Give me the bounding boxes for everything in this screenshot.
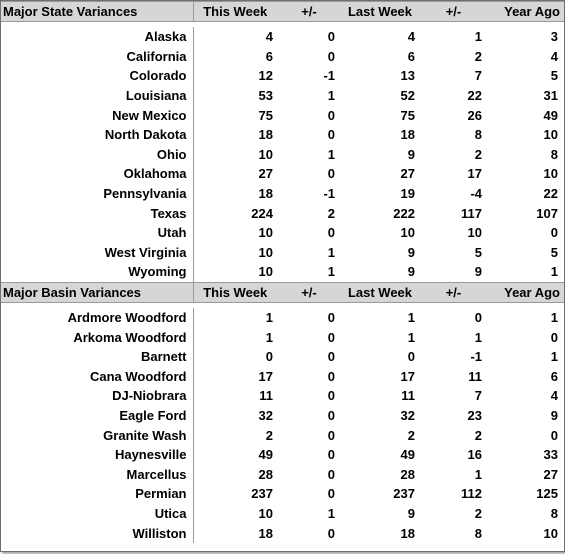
state-cell-change-week: 0 <box>327 127 335 143</box>
state-cell-year-ago: 10 <box>543 127 558 143</box>
state-cell-last-week: 4 <box>407 29 415 45</box>
state-cell-change-week: 0 <box>327 225 335 241</box>
state-cell-last-week: 6 <box>407 48 415 64</box>
basin-cell-change-week: 0 <box>327 447 335 463</box>
state-cell-change-week: 0 <box>327 48 335 64</box>
basin-row <box>1 484 564 504</box>
state-cell-year-ago: 5 <box>550 68 558 84</box>
state-cell-change-week: -1 <box>323 68 335 84</box>
basin-cell-name: Marcellus <box>126 466 187 482</box>
state-cell-change-year: 117 <box>461 205 482 221</box>
state-cell-year-ago: 8 <box>550 146 558 162</box>
state-cell-year-ago: 4 <box>550 48 558 64</box>
basin-cell-year-ago: 1 <box>550 349 558 365</box>
state-cell-year-ago: 5 <box>550 244 558 260</box>
basin-row <box>1 464 564 484</box>
state-cell-name: Louisiana <box>125 88 187 104</box>
basin-cell-year-ago: 27 <box>543 466 558 482</box>
state-cell-last-week: 10 <box>400 225 415 241</box>
basin-row <box>1 386 564 406</box>
state-cell-name: Wyoming <box>128 264 187 280</box>
state-row <box>1 243 564 263</box>
state-cell-change-year: 22 <box>467 88 482 104</box>
basin-cell-change-week: 0 <box>327 368 335 384</box>
state-cell-change-week: 1 <box>327 244 335 260</box>
state-row <box>1 86 564 106</box>
state-cell-change-year: 7 <box>474 68 482 84</box>
basin-cell-this-week: 1 <box>193 308 279 328</box>
state-row <box>1 164 564 184</box>
basin-header-title: Major Basin Variances <box>1 282 193 302</box>
basin-row <box>1 445 564 465</box>
state-row <box>1 105 564 125</box>
state-cell-this-week: 18 <box>193 125 279 145</box>
state-cell-name: Ohio <box>156 146 187 162</box>
state-cell-change-week: 1 <box>327 88 335 104</box>
state-cell-change-year: 10 <box>467 225 482 241</box>
basin-cell-change-year: 0 <box>474 310 482 326</box>
state-cell-name: Texas <box>150 205 187 221</box>
basin-header-change-week: +/- <box>279 282 341 302</box>
state-cell-year-ago: 1 <box>550 264 558 280</box>
state-cell-name: Alaska <box>144 29 187 45</box>
basin-cell-last-week: 1 <box>407 329 415 345</box>
basin-cell-this-week: 17 <box>193 367 279 387</box>
basin-cell-change-year: 11 <box>468 368 482 384</box>
state-cell-year-ago: 0 <box>550 225 558 241</box>
state-section <box>1 2 564 283</box>
state-cell-year-ago: 31 <box>543 88 558 104</box>
state-cell-last-week: 19 <box>400 186 415 202</box>
state-cell-year-ago: 107 <box>536 205 558 221</box>
state-cell-change-week: -1 <box>323 186 335 202</box>
basin-cell-change-week: 0 <box>327 388 335 404</box>
state-cell-name: Pennsylvania <box>103 186 187 202</box>
basin-cell-this-week: 32 <box>193 406 279 426</box>
basin-cell-year-ago: 9 <box>550 407 558 423</box>
state-cell-last-week: 75 <box>400 107 415 123</box>
basin-cell-last-week: 49 <box>400 447 415 463</box>
state-cell-change-year: 2 <box>474 146 482 162</box>
state-cell-last-week: 18 <box>400 127 415 143</box>
state-cell-change-year: 5 <box>474 244 482 260</box>
basin-cell-name: DJ-Niobrara <box>112 388 187 404</box>
state-cell-name: Colorado <box>129 68 187 84</box>
basin-cell-this-week: 49 <box>193 445 279 465</box>
state-row <box>1 145 564 165</box>
basin-cell-last-week: 0 <box>407 349 415 365</box>
basin-cell-change-year: -1 <box>470 349 482 365</box>
state-header-row <box>1 2 564 22</box>
basin-cell-change-year: 8 <box>474 525 482 541</box>
state-cell-this-week: 10 <box>193 145 279 165</box>
basin-cell-last-week: 9 <box>407 505 415 521</box>
state-cell-name: California <box>126 48 187 64</box>
state-cell-change-year: 17 <box>467 166 482 182</box>
state-cell-year-ago: 49 <box>543 107 558 123</box>
basin-cell-year-ago: 0 <box>550 427 558 443</box>
basin-cell-name: Arkoma Woodford <box>73 329 187 345</box>
basin-row <box>1 308 564 328</box>
basin-cell-year-ago: 8 <box>550 505 558 521</box>
basin-cell-change-year: 1 <box>474 466 482 482</box>
state-cell-change-year: 1 <box>474 29 482 45</box>
state-header-last-week: Last Week <box>341 2 421 22</box>
state-cell-change-week: 1 <box>327 264 335 280</box>
state-cell-year-ago: 22 <box>543 186 558 202</box>
state-row <box>1 125 564 145</box>
basin-cell-name: Cana Woodford <box>89 368 187 384</box>
state-cell-change-year: 2 <box>474 48 482 64</box>
basin-cell-change-week: 0 <box>327 427 335 443</box>
state-cell-this-week: 10 <box>193 223 279 243</box>
state-cell-name: North Dakota <box>104 127 187 143</box>
state-cell-change-week: 1 <box>327 146 335 162</box>
state-cell-change-week: 0 <box>327 107 335 123</box>
basin-row <box>1 425 564 445</box>
basin-cell-change-year: 112 <box>461 486 482 502</box>
basin-cell-last-week: 1 <box>407 310 415 326</box>
state-cell-name: West Virginia <box>104 244 187 260</box>
basin-cell-name: Barnett <box>140 349 187 365</box>
state-cell-last-week: 222 <box>393 205 415 221</box>
state-cell-name: Oklahoma <box>123 166 187 182</box>
state-row <box>1 203 564 223</box>
basin-cell-change-week: 0 <box>327 486 335 502</box>
state-cell-this-week: 75 <box>193 105 279 125</box>
state-cell-name: New Mexico <box>112 107 187 123</box>
state-row <box>1 262 564 282</box>
state-header-change-week: +/- <box>279 2 341 22</box>
basin-row <box>1 347 564 367</box>
basin-cell-year-ago: 4 <box>550 388 558 404</box>
state-row <box>1 47 564 67</box>
basin-row <box>1 406 564 426</box>
basin-cell-change-year: 2 <box>474 505 482 521</box>
basin-cell-year-ago: 125 <box>536 486 558 502</box>
basin-cell-change-year: 7 <box>474 388 482 404</box>
basin-cell-year-ago: 1 <box>550 310 558 326</box>
state-cell-change-year: 8 <box>474 127 482 143</box>
state-header-year-ago: Year Ago <box>488 2 564 22</box>
basin-row <box>1 367 564 387</box>
state-cell-change-week: 0 <box>327 166 335 182</box>
basin-cell-this-week: 0 <box>193 347 279 367</box>
basin-cell-change-week: 0 <box>327 407 335 423</box>
basin-cell-this-week: 28 <box>193 464 279 484</box>
basin-header-change-year: +/- <box>421 282 488 302</box>
state-row <box>1 223 564 243</box>
state-cell-change-year: -4 <box>470 186 482 202</box>
state-cell-this-week: 10 <box>193 243 279 263</box>
basin-cell-last-week: 237 <box>393 486 415 502</box>
state-row <box>1 184 564 204</box>
basin-cell-change-week: 0 <box>327 349 335 365</box>
basin-cell-change-year: 16 <box>467 447 482 463</box>
state-cell-this-week: 4 <box>193 27 279 47</box>
basin-cell-name: Granite Wash <box>103 427 187 443</box>
basin-cell-year-ago: 10 <box>543 525 558 541</box>
basin-header-this-week: This Week <box>193 282 279 302</box>
state-row <box>1 66 564 86</box>
state-header-change-year: +/- <box>421 2 488 22</box>
basin-cell-year-ago: 0 <box>550 329 558 345</box>
basin-cell-change-week: 1 <box>327 505 335 521</box>
basin-cell-year-ago: 6 <box>550 368 558 384</box>
basin-cell-last-week: 18 <box>400 525 415 541</box>
basin-cell-last-week: 28 <box>400 466 415 482</box>
basin-cell-change-week: 0 <box>327 310 335 326</box>
basin-cell-name: Permian <box>135 486 187 502</box>
basin-cell-this-week: 237 <box>193 484 279 504</box>
basin-header-row <box>1 282 564 302</box>
basin-cell-name: Ardmore Woodford <box>67 310 187 326</box>
basin-header-last-week: Last Week <box>341 282 421 302</box>
basin-cell-last-week: 32 <box>400 407 415 423</box>
state-cell-this-week: 224 <box>193 203 279 223</box>
basin-row <box>1 523 564 543</box>
basin-cell-year-ago: 33 <box>543 447 558 463</box>
basin-cell-this-week: 18 <box>193 523 279 543</box>
state-cell-last-week: 9 <box>407 146 415 162</box>
state-cell-last-week: 27 <box>400 166 415 182</box>
basin-cell-last-week: 11 <box>401 388 415 404</box>
basin-cell-last-week: 17 <box>400 368 415 384</box>
basin-cell-change-week: 0 <box>327 329 335 345</box>
basin-cell-change-year: 23 <box>467 407 482 423</box>
state-header-title: Major State Variances <box>1 2 193 22</box>
state-cell-this-week: 18 <box>193 184 279 204</box>
basin-cell-name: Utica <box>154 505 187 521</box>
state-cell-change-year: 9 <box>474 264 482 280</box>
state-cell-name: Utah <box>157 225 187 241</box>
basin-section <box>1 282 564 543</box>
state-cell-this-week: 53 <box>193 86 279 106</box>
state-cell-change-week: 2 <box>327 205 335 221</box>
basin-cell-change-week: 0 <box>327 466 335 482</box>
basin-cell-last-week: 2 <box>407 427 415 443</box>
state-cell-change-week: 0 <box>327 29 335 45</box>
state-cell-last-week: 52 <box>400 88 415 104</box>
state-row <box>1 27 564 47</box>
state-cell-change-year: 26 <box>467 107 482 123</box>
basin-cell-change-year: 2 <box>474 427 482 443</box>
basin-cell-change-year: 1 <box>474 329 482 345</box>
basin-cell-this-week: 11 <box>193 386 279 406</box>
state-cell-this-week: 27 <box>193 164 279 184</box>
state-header-this-week: This Week <box>193 2 279 22</box>
basin-cell-this-week: 1 <box>193 327 279 347</box>
state-cell-last-week: 13 <box>400 68 415 84</box>
basin-cell-name: Haynesville <box>114 447 187 463</box>
state-cell-year-ago: 3 <box>550 29 558 45</box>
state-cell-this-week: 12 <box>193 66 279 86</box>
basin-cell-change-week: 0 <box>327 525 335 541</box>
state-cell-last-week: 9 <box>407 264 415 280</box>
state-cell-year-ago: 10 <box>543 166 558 182</box>
basin-header-year-ago: Year Ago <box>488 282 564 302</box>
basin-row <box>1 504 564 524</box>
basin-cell-this-week: 2 <box>193 425 279 445</box>
state-cell-this-week: 6 <box>193 47 279 67</box>
state-cell-last-week: 9 <box>407 244 415 260</box>
basin-cell-name: Eagle Ford <box>119 407 187 423</box>
basin-cell-name: Williston <box>132 525 187 541</box>
state-cell-this-week: 10 <box>193 262 279 282</box>
rig-count-variance-table <box>1 1 564 543</box>
basin-cell-this-week: 10 <box>193 504 279 524</box>
basin-row <box>1 327 564 347</box>
